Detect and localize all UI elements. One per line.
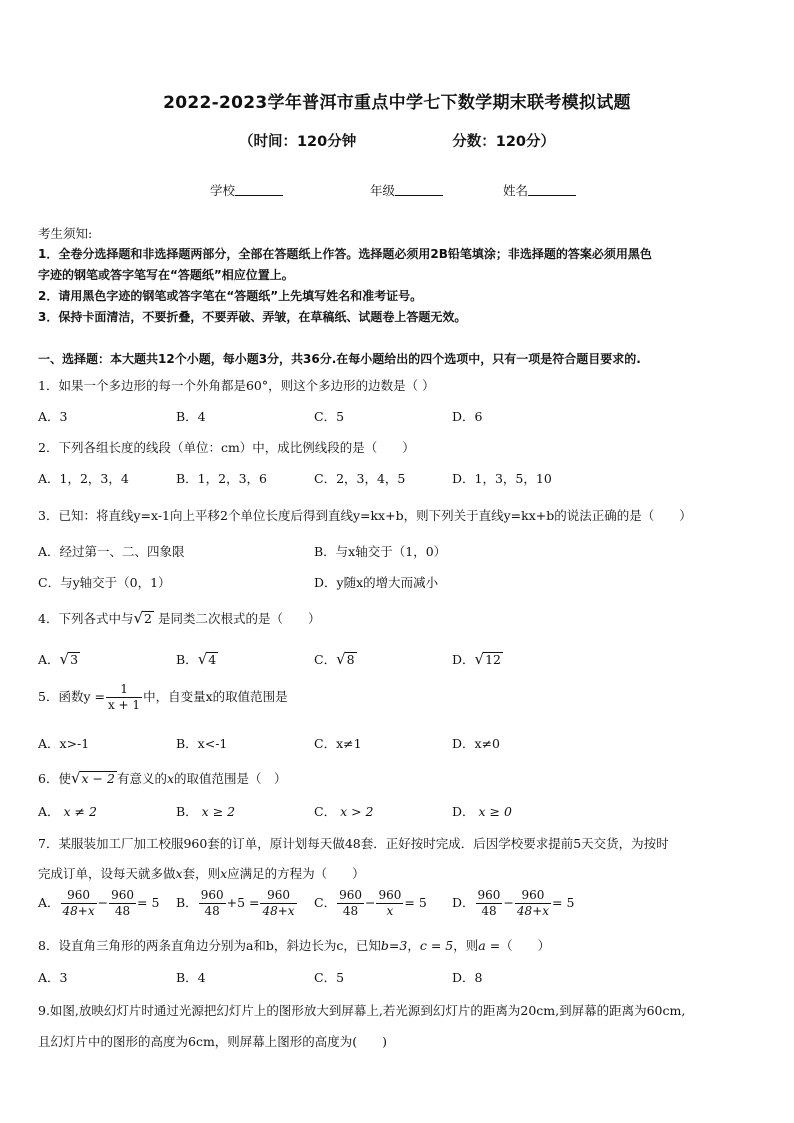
fraction [260,888,296,919]
grade-field[interactable] [370,181,503,199]
q8-option-d[interactable]: D．8 [452,970,483,985]
fraction [199,888,226,919]
q4-option-b[interactable] [176,650,218,668]
exam-title: 2022-2023学年普洱市重点中学七下数学期末联考模拟试题 [163,93,631,113]
q4-stem-text: 是同类二次根式的是（ ） [157,611,321,626]
sqrt: √4 [197,650,217,668]
numerator: 960 [378,888,402,902]
q1-option-d[interactable]: D．6 [452,409,483,424]
q3-option-d[interactable]: D．y随x的增大而减小 [314,575,439,590]
student-info-fields [210,181,576,199]
fraction [337,888,364,919]
grade-blank[interactable] [395,183,443,196]
q7-option-b[interactable] [176,888,298,919]
numerator: 960 [515,888,551,904]
option-label: D． [452,895,475,910]
q5-func-lhs: y = [83,689,105,704]
q7-stem-text: 完成订单，设每天就多做 [38,866,176,881]
q8-option-c[interactable]: C．5 [314,970,345,985]
denominator: 48+x [516,904,550,918]
denominator: 48 [204,904,220,918]
q4-option-d[interactable] [452,650,503,668]
numerator: 960 [111,888,135,902]
numerator: 1 [106,682,142,698]
q8-stem-text: ，则 [453,938,479,953]
question-4-stem [38,609,320,627]
radicand: 12 [485,652,501,667]
school-label: 学校 [210,183,236,198]
q3-option-b[interactable]: B．与x轴交于（1，0） [314,544,447,559]
name-label: 姓名 [503,183,529,198]
fraction [515,888,551,919]
option-label: A． [38,652,60,667]
notice-item: 字迹的钢笔或答字笔写在“答题纸”相应位置上。 [38,268,294,282]
q6-option-a[interactable] [38,802,97,820]
right-hand-side: = 5 [404,895,427,910]
q2-option-b[interactable]: B．1，2，3，6 [176,471,267,486]
numerator: 960 [260,888,296,904]
q7-option-c[interactable] [314,888,427,919]
exam-subtitle [0,130,794,151]
q6-sqrt: √x − 2 [70,769,115,787]
q6-option-c[interactable] [314,802,374,820]
option-expression: x > 2 [340,804,374,819]
option-label: D． [452,652,475,667]
q2-option-c[interactable]: C．2，3，4，5 [314,471,406,486]
q4-sqrt: √2 [133,609,152,627]
option-label: B． [176,652,198,667]
question-3-stem: 3．已知：将直线y=x-1向上平移2个单位长度后得到直线y=kx+b，则下列关于直线y=kx+b的说法正确的是（ ） [38,508,692,523]
option-label: C． [314,895,337,910]
question-6-stem [38,769,287,787]
numerator: 960 [200,888,224,902]
denominator: 48 [342,904,359,918]
option-label: B． [176,895,198,910]
sqrt: √3 [59,650,79,668]
question-8-stem [38,936,550,954]
q8-given-c: c = 5 [419,938,454,953]
q4-radicand: 2 [144,611,152,626]
operator: − [364,895,376,910]
q6-stem-text: 有意义的 [116,771,167,786]
sqrt: √8 [336,650,355,668]
sqrt: √12 [474,650,501,668]
denominator: 48+x [62,904,95,918]
denominator: 48 [114,904,131,918]
q5-option-d[interactable]: D．x≠0 [452,736,500,751]
operator: − [503,895,514,910]
school-field[interactable] [210,181,370,199]
school-blank[interactable] [235,183,283,196]
option-expression: x ≠ 2 [63,804,97,819]
q7-variable: x [220,866,228,881]
fraction [109,888,136,919]
q5-option-a[interactable]: A．x>-1 [38,736,90,751]
q7-option-d[interactable] [452,888,574,919]
q5-stem-text: 5．函数 [38,689,84,704]
q6-variable: x [166,771,175,786]
time-limit: （时间：120分钟 [238,134,357,150]
grade-label: 年级 [370,183,396,198]
q5-fraction [106,682,142,713]
option-label: A． [38,804,60,819]
denominator: 48 [481,904,497,918]
denominator: x + 1 [107,698,141,712]
question-9-stem-line1: 9.如图,放映幻灯片时通过光源把幻灯片上的图形放大到屏幕上,若光源到幻灯片的距离为20cm,到屏幕的距离为60cm, [38,1003,686,1018]
q8-option-a[interactable]: A．3 [38,970,68,985]
question-2-stem: 2．下列各组长度的线段（单位：cm）中，成比例线段的是（ ） [38,440,415,455]
notice-item: 2．请用黑色字迹的钢笔或答字笔在“答题纸”上先填写姓名和准考证号。 [38,289,423,303]
q6-stem-text: 6．使 [38,771,71,786]
name-field[interactable] [503,181,576,199]
fraction [476,888,503,919]
q7-option-a[interactable] [38,888,159,919]
question-7-stem-line2 [38,864,365,882]
q6-radicand: x − 2 [81,771,115,786]
denominator: x [386,904,394,918]
option-label: C． [314,804,337,819]
question-1-stem: 1．如果一个多边形的每一个外角都是60°，则这个多边形的边数是（ ） [38,378,435,393]
right-hand-side: = 5 [137,895,160,910]
notice-heading: 考生须知: [38,226,93,241]
radicand: 8 [346,652,355,667]
option-expression: x ≥ 0 [478,804,512,819]
q7-stem-text: 应满足的方程为（ ） [227,866,365,881]
question-5-stem [38,682,288,713]
q4-option-a[interactable] [38,650,80,668]
section-heading: 一、选择题：本大题共12个小题，每小题3分，共36分.在每小题给出的四个选项中，只有一项是符合题目要求的. [38,352,641,366]
numerator: 960 [61,888,97,904]
option-label: A． [38,895,60,910]
q4-option-c[interactable] [314,650,357,668]
option-label: B． [176,804,198,819]
radicand: 3 [70,652,79,667]
q1-option-c[interactable]: C．5 [314,409,345,424]
question-9-stem-line2: 且幻灯片中的图形的高度为6cm，则屏幕上图形的高度为( ) [38,1034,388,1049]
q4-stem-text: 4．下列各式中与 [38,611,134,626]
question-7-stem-line1: 7．某服装加工厂加工校服960套的订单，原计划每天做48套．正好按时完成．后因学校要求提前5天交货，为按时 [38,836,669,851]
q8-option-b[interactable]: B．4 [176,970,206,985]
operator: +5 = [226,895,260,910]
q6-stem-text: 的取值范围是（ ） [174,771,287,786]
numerator: 960 [339,888,362,902]
notice-item: 1．全卷分选择题和非选择题两部分，全部在答题纸上作答。选择题必须用2B铅笔填涂；非选择题的答案必须用黑色 [38,247,652,261]
q5-stem-text: 中，自变量x的取值范围是 [143,689,288,704]
q8-given-b: b=3 [380,938,408,953]
option-label: D． [452,804,475,819]
operator: − [97,895,109,910]
fraction [61,888,97,919]
q1-option-a[interactable]: A．3 [38,409,68,424]
right-hand-side: = 5 [552,895,575,910]
q6-option-d[interactable] [452,802,512,820]
q3-option-c[interactable]: C．与y轴交于（0，1） [38,575,171,590]
q2-option-a[interactable]: A．1，2，3，4 [38,471,129,486]
q5-option-b[interactable]: B．x<-1 [176,736,228,751]
numerator: 960 [477,888,501,902]
q3-option-a[interactable]: A．经过第一、二、四象限 [38,544,185,559]
q5-option-c[interactable]: C．x≠1 [314,736,362,751]
q2-option-d[interactable]: D．1，3，5，10 [452,471,552,486]
name-blank[interactable] [528,183,576,196]
q6-option-b[interactable] [176,802,235,820]
q8-stem-text: （ ） [500,938,551,953]
q8-stem-text: 8．设直角三角形的两条直角边分别为a和b，斜边长为c，已知 [38,938,381,953]
q7-stem-text: 套，则 [182,866,221,881]
radicand: 4 [208,652,217,667]
q1-option-b[interactable]: B．4 [176,409,206,424]
notice-item: 3．保持卡面清洁，不要折叠，不要弄破、弄皱，在草稿纸、试题卷上答题无效。 [38,310,467,324]
q8-stem-text: ， [407,938,420,953]
q8-unknown-a: a = [478,938,501,953]
option-expression: x ≥ 2 [201,804,236,819]
q7-variable: x [175,866,183,881]
total-score: 分数：120分） [452,134,556,150]
option-label: C． [314,652,337,667]
denominator: 48+x [262,904,295,918]
fraction [376,888,403,919]
